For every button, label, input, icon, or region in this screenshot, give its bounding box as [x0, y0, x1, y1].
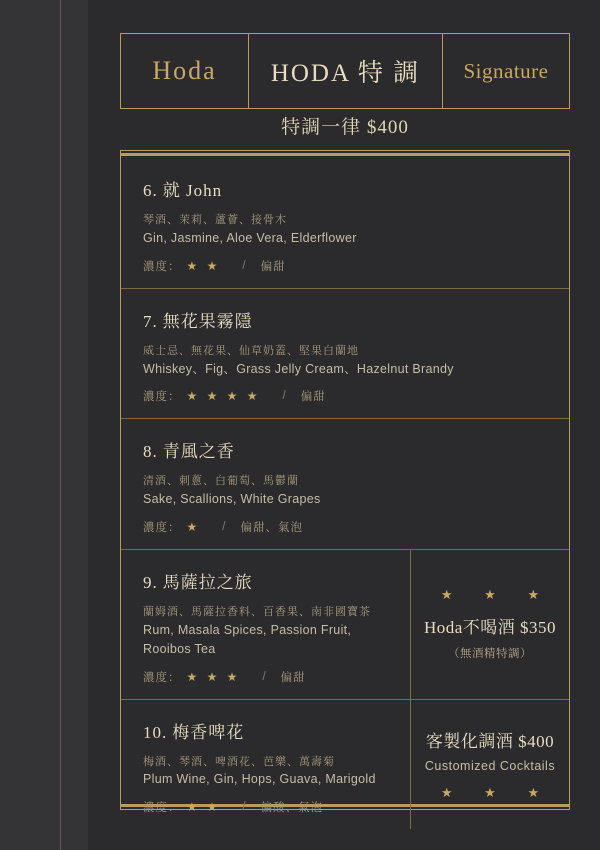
strength-row	[143, 388, 547, 404]
menu-item-body	[121, 158, 569, 288]
strength-row	[143, 799, 388, 815]
ingredients-en: Rum, Masala Spices, Passion Fruit, Rooibos Tea	[143, 623, 352, 656]
menu-item	[121, 289, 569, 420]
menu-item-body	[121, 289, 569, 419]
promo-nonalcoholic	[411, 550, 569, 698]
menu-item-name: 青風之香	[162, 442, 235, 462]
menu-item-name: 無花果霧隱	[162, 311, 253, 331]
ingredients-en: Whiskey、Fig、Grass Jelly Cream、Hazelnut Brandy	[143, 361, 454, 376]
ingredients-zh: 琴酒、茉莉、蘆薈、接骨木	[143, 214, 287, 226]
strength-stars: ★	[186, 520, 201, 535]
taste-note: 偏甜	[260, 260, 286, 273]
promo-title: 客製化調酒 $400	[425, 732, 555, 752]
row-separator: /	[242, 259, 247, 272]
ingredients-zh: 威士忌、無花果、仙草奶蓋、堅果白蘭地	[143, 344, 359, 357]
taste-note: 偏甜	[300, 391, 326, 404]
strength-row	[143, 669, 388, 685]
strength-stars: ★ ★ ★ ★	[186, 389, 261, 404]
menu-item	[121, 550, 569, 699]
menu-item-name: 就 John	[162, 181, 223, 200]
menu-item-name: 馬薩拉之旅	[162, 573, 253, 593]
promo-stars-icon: ★ ★ ★	[440, 785, 554, 801]
menu-item-number: 8.	[143, 442, 158, 462]
strength-stars: ★ ★	[186, 800, 221, 815]
menu-item-title	[143, 568, 388, 593]
menu-sheet	[88, 0, 600, 850]
taste-note: 偏甜、氣泡	[240, 522, 303, 535]
strength-row	[143, 519, 547, 535]
left-decorative-stripe	[0, 0, 89, 850]
menu-item-title	[143, 176, 547, 201]
menu-item-number: 6.	[143, 181, 158, 200]
strength-label: 濃度：	[143, 802, 181, 815]
promo-subtitle: （無酒精特調）	[448, 648, 532, 661]
menu-item-name: 梅香啤花	[172, 722, 245, 742]
menu-item-number: 7.	[143, 311, 158, 331]
ingredients-zh: 蘭姆酒、馬薩拉香料、百香果、南非國寶茶	[143, 606, 371, 619]
menu-item-body	[121, 700, 411, 830]
strength-row	[143, 258, 547, 274]
menu-item-title	[143, 307, 547, 332]
menu-item-title	[143, 437, 547, 462]
signature-label: Signature	[463, 58, 549, 83]
strength-stars: ★ ★	[186, 258, 221, 273]
promo-stars-icon: ★ ★ ★	[440, 587, 554, 603]
ingredients-zh: 梅酒、琴酒、啤酒花、芭樂、萬壽菊	[143, 755, 335, 768]
ingredients-en: Sake, Scallions, White Grapes	[143, 492, 321, 507]
stripe-inner-line	[60, 0, 61, 850]
taste-note: 偏酸、氣泡	[260, 802, 324, 815]
promo-customized	[411, 700, 569, 830]
menu-item-number: 9.	[143, 573, 158, 593]
row-separator: /	[262, 670, 267, 683]
menu-item-body	[121, 550, 411, 698]
brand-name-latin: Hoda	[121, 34, 249, 108]
menu-item-title	[143, 718, 388, 743]
ingredients-en: Gin, Jasmine, Aloe Vera, Elderflower	[143, 230, 357, 245]
row-separator: /	[222, 521, 227, 534]
promo-subtitle: Customized Cocktails	[424, 759, 556, 774]
strength-stars: ★ ★ ★	[186, 669, 241, 684]
ingredients-en: Plum Wine, Gin, Hops, Guava, Marigold	[143, 772, 376, 787]
strength-label: 濃度：	[143, 522, 181, 535]
menu-item	[121, 419, 569, 550]
row-separator: /	[242, 801, 247, 814]
menu-header	[120, 33, 570, 109]
menu-item-number: 10.	[143, 722, 168, 742]
row-separator: /	[282, 390, 287, 403]
ingredients-zh: 清酒、刺蔥、白葡萄、馬鬱蘭	[143, 475, 299, 488]
strength-label: 濃度：	[143, 260, 181, 273]
menu-item	[121, 700, 569, 830]
strength-label: 濃度：	[143, 391, 181, 404]
menu-item-body	[121, 419, 569, 549]
promo-title: Hoda不喝酒 $350	[423, 618, 557, 638]
strength-label: 濃度：	[143, 671, 181, 684]
menu-title: HODA 特 調	[249, 34, 443, 108]
flat-price-note: 特調一律 $400	[281, 117, 409, 138]
taste-note: 偏甜	[280, 671, 306, 684]
menu-item	[121, 158, 569, 289]
menu-item-list	[121, 158, 569, 829]
